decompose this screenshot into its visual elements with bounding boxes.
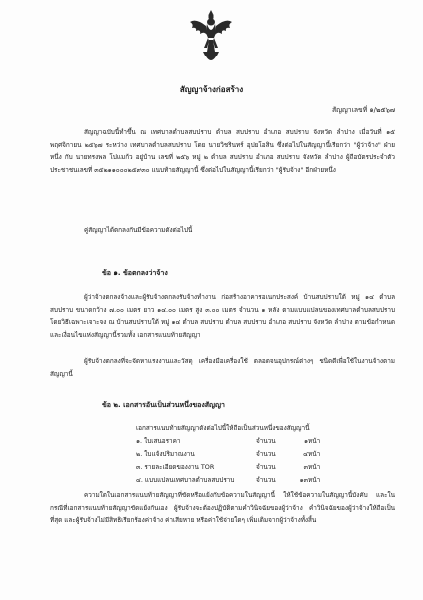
attachment-count: ๑๓ [299, 476, 308, 484]
attachment-count: ๑ [303, 437, 308, 445]
section1-text1: ผู้ว่าจ้างตกลงจ้างและผู้รับจ้างตกลงรับจ้างทำงาน ก่อสร้างอาคารอเนกประสงค์ บ้านสบปราบใต้ หมู่ ๑๔ ตำบลสบปราบ ขนาดกว้าง ๗.๐๐ เมตร ยาว ๑๔.๐๐ เมตร สูง ๓.๐๐ เมตร จำนวน ๑ หลัง ตามแบบแปลนของเทศบาลตำบลสบปราบ โดยวิธีเฉพาะเจาะจง ณ บ้านสบปราบใต้ หมู่ ๑๔ ตำบล สบปราบ ตำบล สบปราบ อำเภอ สบปราบ จังหวัด ลำปาง ตามข้อกำหนดและเงื่อนไขแห่งสัญญานี้รวมทั้ง เอกสารแนบท้ายสัญญา [50, 293, 395, 339]
section2-intro: เอกสารแนบท้ายสัญญาดังต่อไปนี้ให้ถือเป็นส่วนหนึ่งของสัญญานี้ [136, 424, 310, 432]
attachment-count-label: จำนวน [256, 463, 276, 471]
attachment-row [136, 474, 320, 487]
attachment-row [136, 435, 320, 448]
section1-heading: ข้อ ๑. ข้อตกลงว่าจ้าง [102, 269, 168, 277]
attachment-unit: หน้า [308, 450, 321, 458]
section2-closing-text: ความใดในเอกสารแนบท้ายสัญญาที่ขัดหรือแย้งกับข้อความในสัญญานี้ ให้ใช้ข้อความในสัญญานี้บังคับ และในกรณีที่เอกสารแนบท้ายสัญญาขัดแย้งกันเอง ผู้รับจ้างจะต้องปฏิบัติตามคำวินิจฉัยของผู้ว่าจ้าง คำวินิจฉัยของผู้ว่าจ้างให้ถือเป็นที่สุด และผู้รับจ้างไม่มีสิทธิเรียกร้องค่าจ้าง ค่าเสียหาย หรือค่าใช้จ่ายใดๆ เพิ่มเติมจากผู้ว่าจ้างทั้งสิ้น [50, 491, 395, 525]
intro-paragraph [50, 126, 395, 176]
section1-paragraph2 [50, 355, 395, 380]
attachment-name: ๒. ใบแจ้งปริมาณงาน [136, 450, 195, 458]
attachment-name: ๓. รายละเอียดของงาน TOR [136, 463, 215, 471]
attachment-name: ๔. แบบแปลนเทศบาลตำบลสบปราบ [136, 476, 235, 484]
attachment-count-label: จำนวน [256, 476, 276, 484]
attachments-table [136, 435, 320, 487]
attachment-unit: หน้า [308, 476, 321, 484]
garuda-emblem-icon [188, 8, 234, 66]
attachment-name: ๑. ใบเสนอราคา [136, 437, 181, 445]
section1-text2: ผู้รับจ้างตกลงที่จะจัดหาแรงงานและวัสดุ เครื่องมือเครื่องใช้ ตลอดจนอุปกรณ์ต่างๆ ชนิดดีเพื่อใช้ในงานจ้างตามสัญญานี้ [50, 357, 395, 378]
attachment-unit: หน้า [308, 463, 321, 471]
attachment-count: ๓ [303, 463, 308, 471]
contract-number: สัญญาเลขที่ ๑/๒๕๖๗ [332, 106, 395, 114]
intro-text: สัญญาฉบับนี้ทำขึ้น ณ เทศบาลตำบลสบปราบ ตำบล สบปราบ อำเภอ สบปราบ จังหวัด ลำปาง เมื่อวันที่ ๑๕ พฤศจิกายน ๒๕๖๗ ระหว่าง เทศบาลตำบลสบปราบ โดย นายวิชรินทร์ อุปยโอสิน ซึ่งต่อไปในสัญญานี้เรียกว่า "ผู้ว่าจ้าง" ฝ่ายหนึ่ง กับ นายทรงพล โปแมก้ว อยู่บ้าน เลขที่ ๒๕๖ หมู่ ๒ ตำบล สบปราบ อำเภอ สบปราบ จังหวัด ลำปาง ผู้ถือบัตรประจำตัวประชาชนเลขที่ ๓๕๒๑๑๐๐๐๒๕๙๓๐ แนบท้ายสัญญานี้ ซึ่งต่อไปในสัญญานี้เรียกว่า "ผู้รับจ้าง" อีกฝ่ายหนึ่ง [50, 128, 395, 174]
document-title: สัญญาจ้างก่อสร้าง [179, 85, 244, 94]
agreement-line: คู่สัญญาได้ตกลงกันมีข้อความดังต่อไปนี้ [84, 226, 193, 234]
section2-heading: ข้อ ๒. เอกสารอันเป็นส่วนหนึ่งของสัญญา [102, 401, 225, 409]
section2-closing [50, 489, 395, 527]
attachment-count: ๔ [303, 450, 308, 458]
attachment-count-label: จำนวน [256, 437, 276, 445]
attachment-unit: หน้า [308, 437, 321, 445]
attachment-row [136, 448, 320, 461]
section1-paragraph1 [50, 291, 395, 341]
attachment-count-label: จำนวน [256, 450, 276, 458]
attachment-row [136, 461, 320, 474]
